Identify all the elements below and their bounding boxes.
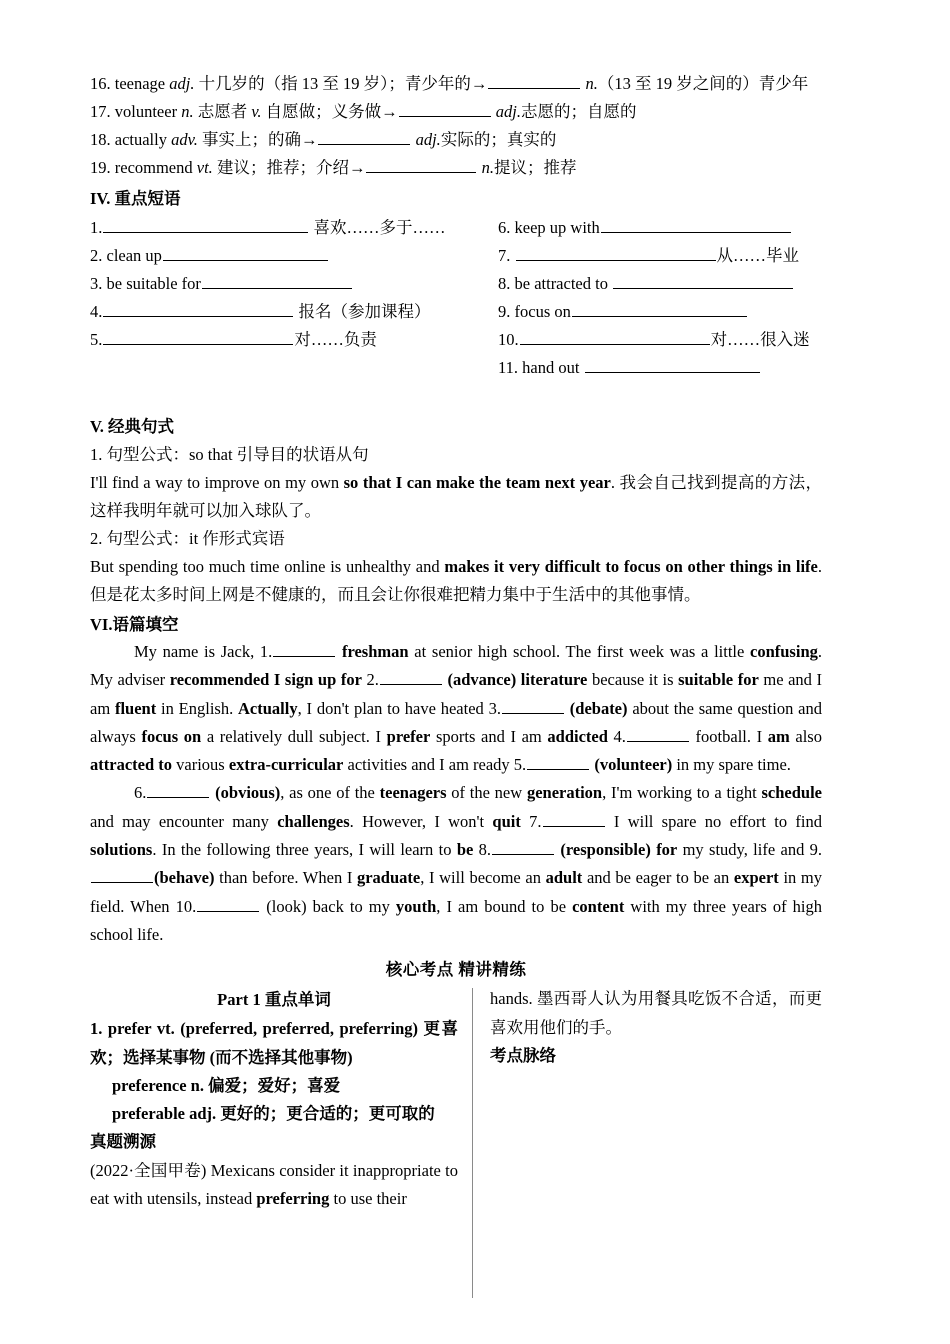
phrase-item — [90, 298, 482, 326]
definition: 志愿者 — [197, 102, 248, 121]
answer-blank[interactable] — [516, 245, 716, 261]
derived-definition: 提议；推荐 — [493, 158, 577, 177]
core-column-right — [490, 985, 822, 1070]
section-heading-sentences: V. 经典句式 — [90, 417, 175, 436]
phrase-number: 8. — [498, 274, 511, 293]
cloze-keyword: advance — [452, 670, 511, 690]
cloze-text: also — [789, 726, 822, 746]
part-of-speech-2: v. — [251, 102, 262, 121]
answer-blank[interactable] — [520, 329, 710, 345]
cloze-text: of the new — [446, 783, 527, 803]
cloze-keyword: debate — [575, 698, 623, 718]
cloze-keyword: for — [656, 840, 678, 860]
continuation-english: hands. — [490, 989, 533, 1009]
cloze-keyword: ) — [274, 783, 281, 803]
answer-blank[interactable] — [492, 840, 554, 855]
cloze-keyword: youth — [395, 896, 437, 916]
cloze-keyword: am — [767, 726, 790, 746]
cloze-text: , I don't plan to have heated 3. — [297, 698, 501, 718]
definition: 事实上；的确 — [201, 130, 301, 149]
phrase-text: focus on — [514, 302, 571, 321]
knowledge-map-heading: 考点脉络 — [490, 1045, 556, 1065]
phrase-item — [498, 298, 863, 326]
part-of-speech: vt. — [196, 158, 213, 177]
example-suffix: . — [817, 557, 823, 576]
derived-word-entry: preferable adj. 更好的；更合适的；更可取的 — [112, 1104, 435, 1124]
cloze-text: various — [172, 755, 229, 775]
definition: 十几岁的（指 13 至 19 岁）；青少年的 — [198, 74, 471, 93]
cloze-text: I will spare no effort to find — [605, 811, 823, 831]
phrases-grid — [90, 214, 822, 410]
phrase-item — [498, 270, 863, 298]
definition-2: 自愿做；义务做 — [265, 102, 382, 121]
word-formation-list — [90, 70, 822, 182]
cloze-keyword: quit — [492, 811, 521, 831]
word-entry: 1. prefer vt. (preferred, preferred, preferring) 更喜欢；选择某事物 (而不选择其他事物) — [90, 1019, 458, 1067]
derived-part-of-speech: adj. — [495, 102, 522, 121]
answer-blank[interactable] — [543, 812, 605, 827]
cloze-text: , I am bound to be — [436, 896, 573, 916]
cloze-keyword: Actually — [238, 698, 298, 718]
arrow-icon: → — [348, 158, 366, 177]
part-of-speech: adj. — [169, 74, 195, 93]
answer-blank[interactable] — [399, 101, 491, 117]
cloze-text: in my field. When 10. — [90, 868, 823, 916]
phrases-column-right — [498, 214, 863, 382]
phrase-item — [90, 326, 482, 354]
cloze-keyword: addicted — [547, 726, 608, 746]
cloze-text: . However, I won't — [349, 811, 493, 831]
core-section-title: 核心考点 精讲精练 — [385, 960, 527, 980]
cloze-keyword: recommended I sign up for — [169, 670, 362, 690]
cloze-keyword: ( — [590, 755, 600, 775]
cloze-text: in English. — [156, 698, 239, 718]
cloze-text: (look) back to my — [260, 896, 396, 916]
cloze-keyword: ( — [154, 868, 160, 888]
definition: 建议；推荐；介绍 — [216, 158, 349, 177]
phrase-meaning: 对……很入迷 — [710, 330, 810, 349]
answer-blank[interactable] — [601, 217, 791, 233]
phrase-number: 4. — [90, 302, 103, 321]
example-suffix: . — [610, 473, 620, 492]
phrase-item — [498, 242, 863, 270]
section-heading-cloze: VI.语篇填空 — [90, 615, 179, 634]
cloze-keyword: schedule — [761, 783, 822, 803]
cloze-keyword: ) — [666, 755, 673, 775]
example-translation: 我会自己找到提高的方法，这样我明年就可以加入球队了。 — [90, 473, 823, 520]
phrase-item — [90, 214, 482, 242]
answer-blank[interactable] — [103, 329, 293, 345]
arrow-icon: → — [470, 74, 488, 93]
answer-blank[interactable] — [202, 273, 352, 289]
cloze-keyword: behave — [159, 868, 209, 888]
cloze-text: 7. — [520, 811, 542, 831]
word-formation-item — [90, 154, 822, 182]
phrase-number: 3. — [90, 274, 103, 293]
cloze-text: 8. — [473, 840, 492, 860]
cloze-text: with my three years of high school life. — [90, 896, 822, 944]
phrase-number: 2. — [90, 246, 103, 265]
answer-blank[interactable] — [572, 301, 747, 317]
phrase-number: 10. — [498, 330, 519, 349]
cloze-keyword: responsible — [565, 840, 646, 860]
phrase-text: be suitable for — [106, 274, 201, 293]
phrase-meaning: 对……负责 — [294, 330, 377, 349]
cloze-keyword: generation — [526, 783, 603, 803]
cloze-text: , I'm working to a tight — [602, 783, 762, 803]
phrase-meaning: 报名（参加课程） — [298, 302, 431, 321]
cloze-text: . In the following three years, I will learn to — [152, 840, 457, 860]
answer-blank[interactable] — [318, 129, 410, 145]
source-label: 真题溯源 — [90, 1132, 156, 1152]
core-two-column-layout — [90, 985, 822, 1305]
answer-blank[interactable] — [366, 157, 476, 173]
phrase-item — [498, 214, 863, 242]
answer-blank[interactable] — [585, 357, 760, 373]
derived-definition: （13 至 19 岁之间的）青少年 — [597, 74, 809, 93]
cloze-keyword: ( — [210, 783, 221, 803]
answer-blank[interactable] — [502, 699, 564, 714]
cloze-keyword: literature — [520, 670, 588, 690]
cloze-keyword: expert — [733, 868, 779, 888]
derived-definition: 实际的；真实的 — [440, 130, 557, 149]
cloze-paragraph — [90, 638, 822, 779]
phrase-item — [90, 242, 482, 270]
word-formation-item — [90, 98, 822, 126]
source-continuation — [490, 985, 822, 1042]
cloze-keyword: ) — [622, 698, 628, 718]
arrow-icon: → — [381, 102, 398, 121]
phrase-number: 9. — [498, 302, 511, 321]
phrase-meaning: 从……毕业 — [716, 246, 799, 265]
phrase-number: 6. — [498, 218, 511, 237]
word-formation-item — [90, 126, 822, 154]
cloze-text: activities and I am ready 5. — [343, 755, 527, 775]
example-key-structure: so that I can make the team next year — [343, 473, 611, 492]
cloze-keyword: fluent — [114, 698, 157, 718]
word-formation-item — [90, 70, 822, 98]
example-prefix: But spending too much time online is unhealthy and — [90, 557, 445, 576]
cloze-keyword: suitable for — [678, 670, 759, 690]
cloze-keyword: adult — [545, 868, 583, 888]
cloze-keyword: prefer — [386, 726, 431, 746]
item-number: 16. — [90, 74, 111, 93]
headword: teenage — [114, 74, 166, 93]
cloze-text: 6. — [134, 783, 147, 803]
phrase-text: hand out — [522, 358, 580, 377]
arrow-icon: → — [300, 130, 318, 149]
cloze-keyword: ) — [510, 670, 521, 690]
phrase-number: 7. — [498, 246, 511, 265]
cloze-keyword: attracted to — [90, 755, 173, 775]
cloze-keyword: be — [456, 840, 474, 860]
cloze-keyword: obvious — [220, 783, 275, 803]
sentence-formula: 1. 句型公式：so that 引导目的状语从句 — [90, 445, 369, 464]
cloze-keyword: freshman — [341, 642, 409, 661]
source-suffix: to use their — [329, 1189, 407, 1209]
source-keyword: preferring — [256, 1189, 330, 1209]
cloze-text: than before. When I — [214, 868, 357, 888]
answer-blank[interactable] — [627, 727, 689, 742]
answer-blank[interactable] — [527, 755, 589, 770]
cloze-text: 2. — [361, 670, 379, 690]
cloze-keyword: volunteer — [599, 755, 667, 775]
answer-blank[interactable] — [197, 897, 259, 912]
derived-part-of-speech: n. — [481, 158, 494, 177]
answer-blank[interactable] — [380, 670, 442, 685]
example-translation: 但是花太多时间上网是不健康的，而且会让你很难把精力集中于生活中的其他事情。 — [90, 585, 701, 604]
exam-source-sentence — [90, 1157, 458, 1214]
sentence-example — [90, 469, 822, 525]
continuation-translation: 墨西哥人认为用餐具吃饭不合适，而更喜欢用他们的手。 — [490, 989, 822, 1037]
cloze-keyword: graduate — [356, 868, 421, 888]
cloze-keyword: content — [572, 896, 625, 916]
cloze-text: and may encounter many — [90, 811, 278, 831]
phrase-item — [498, 326, 863, 354]
headword: actually — [114, 130, 167, 149]
cloze-text: my study, life and 9. — [677, 840, 823, 860]
sentence-example — [90, 553, 822, 609]
part-of-speech: n. — [181, 102, 194, 121]
phrase-text: be attracted to — [514, 274, 608, 293]
phrase-number: 1. — [90, 218, 103, 237]
part-of-speech: adv. — [171, 130, 198, 149]
cloze-text: football. I — [689, 726, 768, 746]
answer-blank[interactable] — [163, 245, 328, 261]
cloze-text: in my spare time. — [672, 755, 791, 775]
answer-blank[interactable] — [91, 868, 153, 883]
headword: recommend — [114, 158, 193, 177]
derived-part-of-speech: n. — [585, 74, 598, 93]
cloze-text: because it is — [587, 670, 679, 690]
core-column-left — [90, 985, 458, 1213]
item-number: 18. — [90, 130, 111, 149]
source-prefix: (2022·全国甲卷) Mexicans consider it inappropriate to eat with utensils, instead — [90, 1160, 458, 1209]
cloze-keyword: ( — [555, 840, 566, 860]
answer-blank[interactable] — [147, 783, 209, 798]
cloze-keyword: challenges — [277, 811, 350, 831]
cloze-text: a relatively dull subject. I — [201, 726, 387, 746]
cloze-text: , as one of the — [280, 783, 380, 803]
phrase-number: 5. — [90, 330, 103, 349]
cloze-text: me and I am — [90, 670, 822, 718]
cloze-text: My name is Jack, 1. — [134, 642, 273, 661]
cloze-keyword: ) — [645, 840, 657, 860]
cloze-text: , I will become an — [420, 868, 546, 888]
cloze-text: . My adviser — [90, 642, 822, 690]
item-number: 19. — [90, 158, 111, 177]
cloze-paragraph — [90, 779, 822, 949]
item-number: 17. — [90, 102, 111, 121]
answer-blank[interactable] — [488, 73, 580, 89]
cloze-text: and be eager to be an — [582, 868, 734, 888]
cloze-keyword: focus on — [141, 726, 202, 746]
cloze-keyword: ( — [564, 698, 576, 718]
phrase-text: clean up — [106, 246, 162, 265]
section-heading-phrases: IV. 重点短语 — [90, 189, 181, 208]
headword: volunteer — [114, 102, 178, 121]
cloze-keyword: confusing — [750, 642, 818, 661]
cloze-keyword: teenagers — [379, 783, 447, 803]
sentence-formula: 2. 句型公式：it 作形式宾语 — [90, 529, 285, 548]
cloze-keyword: ( — [442, 670, 453, 690]
cloze-keyword: ) — [209, 868, 215, 888]
phrase-item — [498, 354, 863, 382]
phrases-column-left — [90, 214, 482, 354]
derived-definition: 志愿的；自愿的 — [521, 102, 637, 121]
answer-blank[interactable] — [613, 273, 793, 289]
cloze-text: about the same question and always — [90, 698, 822, 746]
answer-blank[interactable] — [103, 301, 293, 317]
cloze-keyword: solutions — [90, 840, 153, 860]
part-heading: Part 1 重点单词 — [217, 990, 331, 1010]
example-key-structure: makes it very difficult to focus on other things in life — [444, 557, 818, 576]
cloze-keyword: extra-curricular — [228, 755, 344, 775]
phrase-text: keep up with — [514, 218, 600, 237]
derived-word-entry: preference n. 偏爱；爱好；喜爱 — [112, 1075, 341, 1095]
cloze-text: at senior high school. The first week was a little — [408, 642, 751, 661]
answer-blank[interactable] — [103, 217, 308, 233]
cloze-text: sports and I am — [430, 726, 548, 746]
derived-part-of-speech: adj. — [415, 130, 441, 149]
cloze-text: 4. — [607, 726, 626, 746]
answer-blank[interactable] — [273, 642, 335, 657]
phrase-meaning: 喜欢……多于…… — [313, 218, 446, 237]
phrase-item — [90, 270, 482, 298]
example-prefix: I'll find a way to improve on my own — [90, 473, 344, 492]
phrase-number: 11. — [498, 358, 519, 377]
